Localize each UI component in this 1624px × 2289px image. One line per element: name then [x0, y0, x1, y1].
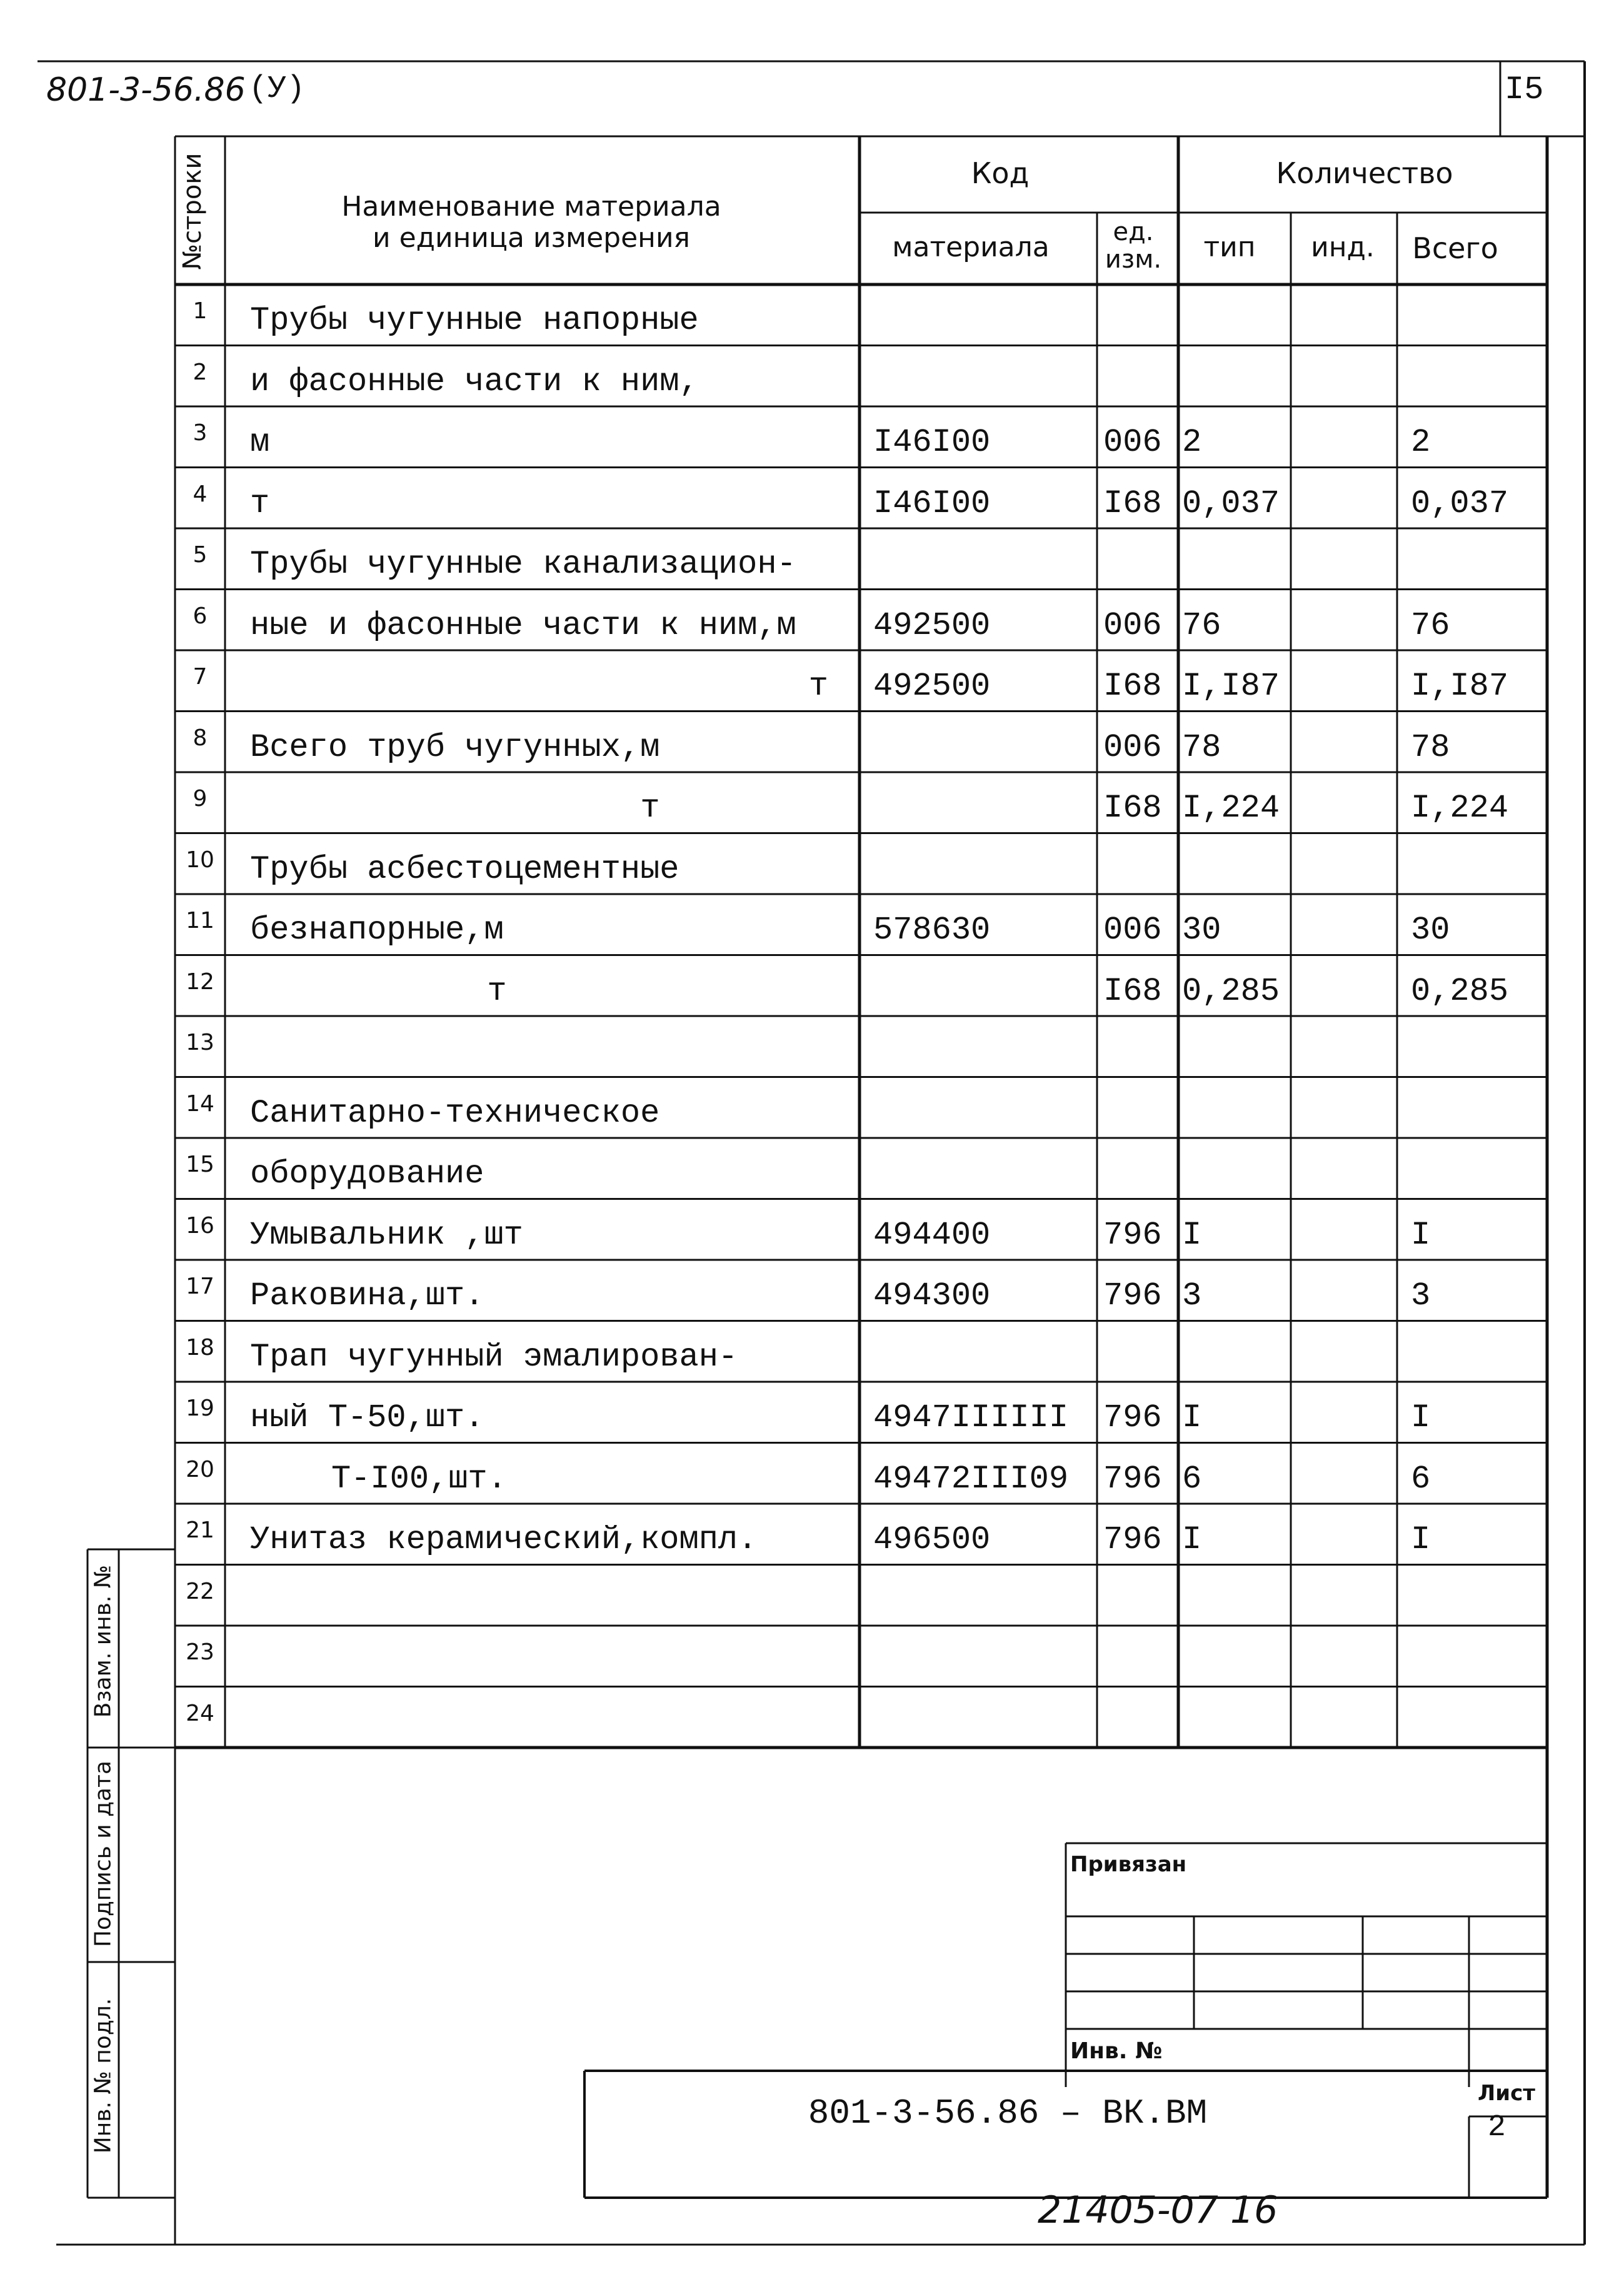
- row-number: 23: [186, 1639, 214, 1665]
- material-code: 494300: [873, 1277, 991, 1314]
- signature-date-label: Подпись и дата: [90, 1760, 116, 1948]
- quantity-type: 0,285: [1182, 972, 1280, 1010]
- material-code: I46I00: [873, 424, 991, 461]
- row-number: 20: [186, 1456, 214, 1482]
- quantity-type: I: [1182, 1521, 1202, 1558]
- material-code: 494400: [873, 1216, 991, 1254]
- row-number: 2: [193, 359, 208, 385]
- row-number: 15: [186, 1152, 214, 1177]
- unit-code: 796: [1103, 1399, 1162, 1436]
- unit-code: 796: [1103, 1521, 1162, 1558]
- original-inventory-label: Инв. № подл.: [90, 1998, 116, 2154]
- row-number: 18: [186, 1334, 214, 1361]
- material-code: I46I00: [873, 485, 991, 522]
- unit-header-line2: изм.: [1105, 245, 1162, 274]
- unit-code: 006: [1103, 728, 1162, 766]
- row-number: 14: [186, 1090, 214, 1117]
- material-name: м: [250, 424, 270, 461]
- type-header: тип: [1203, 231, 1256, 263]
- row-number: 11: [186, 908, 214, 933]
- material-name: Трап чугунный эмалирован-: [250, 1338, 738, 1376]
- quantity-total: 6: [1411, 1460, 1431, 1497]
- inventory-number-label: Инв. №: [1070, 2038, 1163, 2064]
- unit-code: 796: [1103, 1216, 1162, 1254]
- material-code: 496500: [873, 1521, 991, 1558]
- row-number: 4: [193, 481, 208, 507]
- unit-code: I68: [1103, 668, 1162, 705]
- row-number: 10: [186, 847, 214, 873]
- material-name: Санитарно-техническое: [250, 1094, 660, 1132]
- row-number: 6: [193, 603, 208, 629]
- material-code-header: материала: [892, 231, 1050, 263]
- material-name: безнапорные,м: [250, 912, 504, 948]
- material-name: оборудование: [250, 1155, 484, 1192]
- row-number: 19: [186, 1396, 214, 1421]
- page-number: I5: [1505, 71, 1544, 108]
- quantity-total: I: [1411, 1216, 1431, 1254]
- quantity-type: 76: [1182, 606, 1221, 644]
- replaced-inventory-label: Взам. инв. №: [90, 1564, 116, 1718]
- quantity-total: I: [1411, 1399, 1431, 1436]
- quantity-total: 78: [1411, 728, 1450, 766]
- material-code: 492500: [873, 668, 991, 705]
- material-name: т: [808, 668, 828, 705]
- quantity-type: 78: [1182, 728, 1221, 766]
- unit-code: I68: [1103, 972, 1162, 1010]
- bound-to-label: Привязан: [1070, 1852, 1187, 1877]
- material-name: Т-I00,шт.: [331, 1460, 507, 1497]
- material-name: Всего труб чугунных,м: [250, 728, 660, 766]
- material-name: Трубы асбестоцементные: [250, 850, 679, 888]
- row-number: 3: [193, 420, 208, 446]
- quantity-type: 6: [1182, 1460, 1202, 1497]
- material-name-header-line2: и единица измерения: [372, 222, 691, 254]
- quantity-total: I: [1411, 1521, 1431, 1558]
- row-number: 7: [193, 664, 208, 690]
- quantity-type: I,I87: [1182, 668, 1280, 705]
- row-number: 22: [186, 1578, 214, 1604]
- unit-header-line1: ед.: [1113, 218, 1154, 246]
- quantity-total: 0,037: [1411, 485, 1509, 522]
- unit-code: 006: [1103, 606, 1162, 644]
- material-name: т: [640, 790, 660, 827]
- material-name: Раковина,шт.: [250, 1277, 484, 1314]
- unit-code: 006: [1103, 424, 1162, 461]
- quantity-total: 3: [1411, 1277, 1431, 1314]
- row-number: 8: [193, 725, 208, 751]
- archive-number: 21405-07 16: [1038, 2188, 1278, 2232]
- material-name: Унитаз керамический,компл.: [250, 1521, 758, 1558]
- quantity-type: I: [1182, 1216, 1202, 1254]
- quantity-type: I: [1182, 1399, 1202, 1436]
- doc-code: 801-3-56.86: [46, 71, 246, 109]
- quantity-total: 2: [1411, 424, 1431, 461]
- sheet-label: Лист: [1478, 2081, 1535, 2106]
- material-name: ный Т-50,шт.: [250, 1399, 484, 1436]
- unit-code: I68: [1103, 485, 1162, 522]
- row-number: 1: [193, 298, 208, 324]
- unit-code: 006: [1103, 912, 1162, 948]
- material-name: т: [250, 485, 270, 522]
- quantity-total: 76: [1411, 606, 1450, 644]
- material-name: т: [487, 972, 507, 1010]
- material-code: 4947IIIIII: [873, 1399, 1069, 1436]
- quantity-type: 2: [1182, 424, 1202, 461]
- quantity-type: I,224: [1182, 790, 1280, 827]
- material-name: Умывальник ,шт: [250, 1216, 523, 1254]
- unit-code: 796: [1103, 1277, 1162, 1314]
- quantity-type: 30: [1182, 912, 1221, 948]
- material-name: Трубы чугунные канализацион-: [250, 546, 796, 583]
- code-header: Код: [971, 156, 1030, 190]
- document-designation: 801-3-56.86 – ВК.ВМ: [808, 2093, 1208, 2133]
- ind-header: инд.: [1311, 231, 1375, 263]
- quantity-header: Количество: [1276, 156, 1453, 190]
- quantity-total: 0,285: [1411, 972, 1509, 1010]
- quantity-type: 0,037: [1182, 485, 1280, 522]
- row-number: 12: [186, 968, 214, 995]
- material-code: 578630: [873, 912, 991, 948]
- total-header: Всего: [1412, 231, 1498, 265]
- row-number: 21: [186, 1517, 214, 1543]
- material-code: 49472III09: [873, 1460, 1069, 1497]
- row-number: 9: [193, 786, 208, 812]
- row-number: 13: [186, 1030, 214, 1055]
- row-number: 5: [193, 542, 208, 568]
- row-number: 16: [186, 1212, 214, 1239]
- quantity-type: 3: [1182, 1277, 1202, 1314]
- material-name: и фасонные части к ним,: [250, 363, 699, 400]
- material-code: 492500: [873, 606, 991, 644]
- material-name: ные и фасонные части к ним,м: [250, 606, 796, 644]
- material-name: Трубы чугунные напорные: [250, 302, 699, 339]
- quantity-total: 30: [1411, 912, 1450, 948]
- quantity-total: I,224: [1411, 790, 1509, 827]
- unit-code: I68: [1103, 790, 1162, 827]
- row-number: 17: [186, 1274, 214, 1299]
- sheet-number: 2: [1488, 2111, 1506, 2145]
- doc-code-suffix: (У): [249, 71, 306, 107]
- row-number-header: №строки: [178, 153, 207, 270]
- quantity-total: I,I87: [1411, 668, 1509, 705]
- unit-code: 796: [1103, 1460, 1162, 1497]
- row-number: 24: [186, 1700, 214, 1726]
- material-name-header-line1: Наименование материала: [341, 191, 721, 223]
